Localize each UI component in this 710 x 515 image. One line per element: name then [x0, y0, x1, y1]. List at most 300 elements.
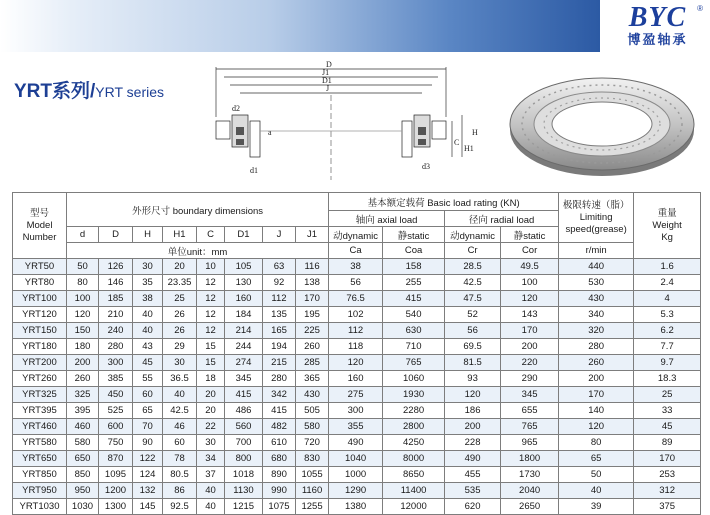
table-cell: 800 — [225, 451, 263, 467]
specification-table — [12, 192, 701, 515]
table-cell: 112 — [263, 291, 296, 307]
cross-section-diagram — [196, 55, 496, 185]
table-cell: 33 — [634, 403, 701, 419]
table-cell: 7.7 — [634, 339, 701, 355]
table-cell: 700 — [225, 435, 263, 451]
model-cell: YRT950 — [13, 483, 67, 499]
table-cell: 80 — [67, 275, 99, 291]
table-row — [13, 323, 701, 339]
table-row — [13, 355, 701, 371]
header-dynamic-axial: 动dynamic — [329, 227, 383, 243]
table-cell: 30 — [197, 435, 225, 451]
table-cell: 132 — [133, 483, 163, 499]
label-d1: d1 — [250, 166, 258, 175]
table-cell: 290 — [501, 371, 559, 387]
table-cell: 12 — [197, 323, 225, 339]
table-cell: 42.5 — [445, 275, 501, 291]
table-cell: 69.5 — [445, 339, 501, 355]
table-cell: 890 — [263, 467, 296, 483]
table-cell: 1060 — [383, 371, 445, 387]
table-cell: 6.2 — [634, 323, 701, 339]
table-cell: 42.5 — [163, 403, 197, 419]
table-cell: 76.5 — [329, 291, 383, 307]
header-banner — [0, 0, 600, 52]
table-cell: 200 — [67, 355, 99, 371]
table-cell: 40 — [133, 307, 163, 323]
table-cell: 49.5 — [501, 259, 559, 275]
table-cell: 145 — [133, 499, 163, 515]
table-row — [13, 483, 701, 499]
table-cell: 1000 — [329, 467, 383, 483]
table-cell: 765 — [501, 419, 559, 435]
table-cell: 29 — [163, 339, 197, 355]
table-cell: 23.35 — [163, 275, 197, 291]
table-cell: 450 — [99, 387, 133, 403]
table-cell: 18 — [197, 371, 225, 387]
header-axial: 轴向 axial load — [329, 211, 445, 227]
table-cell: 38 — [133, 291, 163, 307]
label-D1: D1 — [322, 76, 332, 85]
table-cell: 2040 — [501, 483, 559, 499]
table-cell: 170 — [559, 387, 634, 403]
table-cell: 130 — [225, 275, 263, 291]
table-row — [13, 371, 701, 387]
series-title-main: YRT系列/ — [14, 81, 96, 102]
table-cell: 120 — [67, 307, 99, 323]
table-cell: 482 — [263, 419, 296, 435]
model-cell: YRT120 — [13, 307, 67, 323]
table-cell: 325 — [67, 387, 99, 403]
header-radial: 径向 radial load — [445, 211, 559, 227]
header-static-axial: 静static — [383, 227, 445, 243]
label-H: H — [472, 128, 478, 137]
table-cell: 120 — [329, 355, 383, 371]
table-cell: 990 — [263, 483, 296, 499]
table-cell: 158 — [383, 259, 445, 275]
table-row — [13, 387, 701, 403]
table-cell: 9.7 — [634, 355, 701, 371]
table-cell: 165 — [263, 323, 296, 339]
table-cell: 2650 — [501, 499, 559, 515]
table-cell: 146 — [99, 275, 133, 291]
table-cell: 185 — [99, 291, 133, 307]
table-cell: 870 — [99, 451, 133, 467]
table-row — [13, 435, 701, 451]
table-cell: 36.5 — [163, 371, 197, 387]
table-cell: 312 — [634, 483, 701, 499]
table-cell: 160 — [329, 371, 383, 387]
table-cell: 4 — [634, 291, 701, 307]
table-cell: 194 — [263, 339, 296, 355]
header-dim-J1: J1 — [296, 227, 329, 243]
table-cell: 1730 — [501, 467, 559, 483]
table-cell: 342 — [263, 387, 296, 403]
table-cell: 540 — [383, 307, 445, 323]
table-cell: 220 — [501, 355, 559, 371]
table-cell: 160 — [225, 291, 263, 307]
table-cell: 1095 — [99, 467, 133, 483]
table-cell: 12 — [197, 307, 225, 323]
table-cell: 750 — [99, 435, 133, 451]
brand-name: 博盈轴承 — [627, 32, 688, 47]
table-cell: 143 — [501, 307, 559, 323]
table-cell: 35 — [133, 275, 163, 291]
table-cell: 25 — [634, 387, 701, 403]
brand-mark: BYC — [628, 2, 687, 33]
table-cell: 1290 — [329, 483, 383, 499]
header-weight-en2: Kg — [661, 231, 673, 243]
table-cell: 300 — [329, 403, 383, 419]
table-cell: 78 — [163, 451, 197, 467]
table-cell: 260 — [559, 355, 634, 371]
model-cell: YRT100 — [13, 291, 67, 307]
table-cell: 112 — [329, 323, 383, 339]
table-cell: 46 — [163, 419, 197, 435]
table-cell: 20 — [163, 259, 197, 275]
table-cell: 1215 — [225, 499, 263, 515]
table-row — [13, 307, 701, 323]
table-cell: 274 — [225, 355, 263, 371]
table-cell: 200 — [559, 371, 634, 387]
header-weight-cn: 重量 — [657, 207, 677, 219]
table-cell: 525 — [99, 403, 133, 419]
table-cell: 20 — [197, 387, 225, 403]
model-cell: YRT150 — [13, 323, 67, 339]
table-cell: 55 — [133, 371, 163, 387]
table-row — [13, 419, 701, 435]
table-cell: 150 — [67, 323, 99, 339]
table-cell: 455 — [445, 467, 501, 483]
table-cell: 8650 — [383, 467, 445, 483]
table-cell: 70 — [133, 419, 163, 435]
table-cell: 1075 — [263, 499, 296, 515]
table-cell: 965 — [501, 435, 559, 451]
table-cell: 138 — [296, 275, 329, 291]
table-cell: 170 — [634, 451, 701, 467]
table-cell: 170 — [296, 291, 329, 307]
table-cell: 530 — [559, 275, 634, 291]
table-cell: 228 — [445, 435, 501, 451]
table-cell: 50 — [67, 259, 99, 275]
table-cell: 56 — [445, 323, 501, 339]
table-cell: 40 — [163, 387, 197, 403]
table-cell: 122 — [133, 451, 163, 467]
table-cell: 214 — [225, 323, 263, 339]
label-H1: H1 — [464, 144, 474, 153]
table-cell: 2800 — [383, 419, 445, 435]
table-cell: 89 — [634, 435, 701, 451]
table-cell: 1380 — [329, 499, 383, 515]
table-cell: 116 — [296, 259, 329, 275]
specification-rows — [13, 259, 701, 515]
table-cell: 40 — [559, 483, 634, 499]
table-row — [13, 467, 701, 483]
table-cell: 765 — [383, 355, 445, 371]
header-dim-D: D — [99, 227, 133, 243]
table-cell: 30 — [133, 259, 163, 275]
table-cell: 1300 — [99, 499, 133, 515]
table-cell: 710 — [383, 339, 445, 355]
model-cell: YRT650 — [13, 451, 67, 467]
table-row — [13, 403, 701, 419]
model-cell: YRT460 — [13, 419, 67, 435]
table-cell: 1130 — [225, 483, 263, 499]
table-row — [13, 451, 701, 467]
table-cell: 26 — [163, 323, 197, 339]
table-cell: 255 — [383, 275, 445, 291]
table-cell: 280 — [559, 339, 634, 355]
label-d2: d2 — [232, 104, 240, 113]
table-cell: 415 — [263, 403, 296, 419]
table-cell: 90 — [133, 435, 163, 451]
label-D: D — [326, 60, 332, 69]
table-cell: 47.5 — [445, 291, 501, 307]
series-title — [14, 76, 164, 103]
table-cell: 345 — [225, 371, 263, 387]
table-cell: 10 — [197, 259, 225, 275]
header-dim-D1: D1 — [225, 227, 263, 243]
header-dim-C: C — [197, 227, 225, 243]
model-cell: YRT50 — [13, 259, 67, 275]
table-cell: 260 — [296, 339, 329, 355]
label-a: a — [268, 128, 272, 137]
table-cell: 560 — [225, 419, 263, 435]
header-dimensions: 外形尺寸 boundary dimensions — [67, 193, 329, 227]
table-cell: 126 — [99, 259, 133, 275]
table-cell: 12000 — [383, 499, 445, 515]
table-cell: 620 — [445, 499, 501, 515]
registered-mark: ® — [697, 4, 703, 13]
header-model-en: Model — [26, 219, 53, 231]
table-cell: 22 — [197, 419, 225, 435]
table-cell: 600 — [99, 419, 133, 435]
table-cell: 300 — [99, 355, 133, 371]
table-cell: 1055 — [296, 467, 329, 483]
table-cell: 40 — [197, 499, 225, 515]
table-cell: 100 — [67, 291, 99, 307]
table-cell: 490 — [445, 451, 501, 467]
table-row — [13, 275, 701, 291]
table-cell: 280 — [99, 339, 133, 355]
table-cell: 12 — [197, 291, 225, 307]
table-cell: 225 — [296, 323, 329, 339]
table-cell: 415 — [383, 291, 445, 307]
table-cell: 365 — [296, 371, 329, 387]
model-cell: YRT200 — [13, 355, 67, 371]
table-cell: 1200 — [99, 483, 133, 499]
table-cell: 430 — [296, 387, 329, 403]
table-cell: 180 — [67, 339, 99, 355]
table-cell: 20 — [197, 403, 225, 419]
table-cell: 950 — [67, 483, 99, 499]
header-speed-en: Limiting — [579, 211, 613, 223]
table-cell: 655 — [501, 403, 559, 419]
model-cell: YRT850 — [13, 467, 67, 483]
header-speed-unit: r/min — [559, 243, 634, 259]
table-cell: 210 — [99, 307, 133, 323]
label-C: C — [454, 138, 460, 147]
table-cell: 1030 — [67, 499, 99, 515]
table-cell: 830 — [296, 451, 329, 467]
table-cell: 280 — [263, 371, 296, 387]
table-cell: 93 — [445, 371, 501, 387]
table-cell: 100 — [501, 275, 559, 291]
table-cell: 56 — [329, 275, 383, 291]
series-title-sub: YRT series — [95, 84, 165, 100]
table-cell: 184 — [225, 307, 263, 323]
table-cell: 120 — [445, 387, 501, 403]
table-cell: 186 — [445, 403, 501, 419]
table-cell: 8000 — [383, 451, 445, 467]
header-dim-H1: H1 — [163, 227, 197, 243]
header-speed-en2: speed(grease) — [565, 223, 627, 235]
table-cell: 720 — [296, 435, 329, 451]
table-row — [13, 499, 701, 515]
table-cell: 385 — [99, 371, 133, 387]
header-model — [13, 193, 67, 259]
table-cell: 850 — [67, 467, 99, 483]
table-cell: 52 — [445, 307, 501, 323]
model-cell: YRT1030 — [13, 499, 67, 515]
table-cell: 92 — [263, 275, 296, 291]
table-cell: 1255 — [296, 499, 329, 515]
header-Cor: Cor — [501, 243, 559, 259]
table-cell: 244 — [225, 339, 263, 355]
table-cell: 45 — [133, 355, 163, 371]
table-row — [13, 291, 701, 307]
table-cell: 140 — [559, 403, 634, 419]
header-static-radial: 静static — [501, 227, 559, 243]
brand-logo — [610, 4, 705, 50]
table-cell: 1160 — [296, 483, 329, 499]
table-cell: 86 — [163, 483, 197, 499]
table-cell: 1.6 — [634, 259, 701, 275]
header-Ca: Ca — [329, 243, 383, 259]
table-cell: 1930 — [383, 387, 445, 403]
table-cell: 285 — [296, 355, 329, 371]
model-cell: YRT180 — [13, 339, 67, 355]
table-cell: 490 — [329, 435, 383, 451]
header-weight — [634, 193, 701, 259]
table-cell: 195 — [296, 307, 329, 323]
table-cell: 170 — [501, 323, 559, 339]
header-dim-unit: 单位unit：mm — [67, 243, 329, 259]
table-cell: 505 — [296, 403, 329, 419]
table-cell: 580 — [67, 435, 99, 451]
header-Coa: Coa — [383, 243, 445, 259]
table-cell: 39 — [559, 499, 634, 515]
header-Cr: Cr — [445, 243, 501, 259]
table-cell: 375 — [634, 499, 701, 515]
header-dynamic-radial: 动dynamic — [445, 227, 501, 243]
table-cell: 30 — [163, 355, 197, 371]
table-cell: 320 — [559, 323, 634, 339]
table-cell: 200 — [445, 419, 501, 435]
table-cell: 1040 — [329, 451, 383, 467]
label-J1: J1 — [322, 68, 330, 77]
table-cell: 650 — [67, 451, 99, 467]
table-cell: 43 — [133, 339, 163, 355]
table-cell: 105 — [225, 259, 263, 275]
table-cell: 395 — [67, 403, 99, 419]
table-cell: 18.3 — [634, 371, 701, 387]
table-cell: 260 — [67, 371, 99, 387]
table-cell: 240 — [99, 323, 133, 339]
table-cell: 120 — [501, 291, 559, 307]
table-cell: 45 — [634, 419, 701, 435]
table-cell: 2280 — [383, 403, 445, 419]
table-cell: 60 — [133, 387, 163, 403]
table-cell: 28.5 — [445, 259, 501, 275]
table-cell: 15 — [197, 355, 225, 371]
table-cell: 135 — [263, 307, 296, 323]
table-cell: 630 — [383, 323, 445, 339]
table-cell: 415 — [225, 387, 263, 403]
table-cell: 345 — [501, 387, 559, 403]
header-speed — [559, 193, 634, 243]
table-cell: 610 — [263, 435, 296, 451]
table-cell: 50 — [559, 467, 634, 483]
table-cell: 124 — [133, 467, 163, 483]
header-model-en2: Number — [22, 231, 57, 243]
table-cell: 580 — [296, 419, 329, 435]
table-cell: 275 — [329, 387, 383, 403]
table-cell: 1018 — [225, 467, 263, 483]
header-speed-cn: 极限转速（脂） — [562, 199, 630, 211]
table-cell: 215 — [263, 355, 296, 371]
table-cell: 60 — [163, 435, 197, 451]
table-cell: 340 — [559, 307, 634, 323]
table-cell: 253 — [634, 467, 701, 483]
table-cell: 200 — [501, 339, 559, 355]
table-cell: 680 — [263, 451, 296, 467]
table-cell: 80 — [559, 435, 634, 451]
table-cell: 25 — [163, 291, 197, 307]
bearing-photo — [505, 68, 700, 180]
header-weight-en: Weight — [652, 219, 682, 231]
model-cell: YRT260 — [13, 371, 67, 387]
header-dim-H: H — [133, 227, 163, 243]
header-basic-load: 基本额定载荷 Basic load rating (KN) — [329, 193, 559, 211]
table-cell: 34 — [197, 451, 225, 467]
table-cell: 40 — [197, 483, 225, 499]
table-cell: 26 — [163, 307, 197, 323]
table-cell: 355 — [329, 419, 383, 435]
table-cell: 92.5 — [163, 499, 197, 515]
table-cell: 40 — [133, 323, 163, 339]
table-cell: 37 — [197, 467, 225, 483]
model-cell: YRT325 — [13, 387, 67, 403]
table-cell: 2.4 — [634, 275, 701, 291]
table-cell: 102 — [329, 307, 383, 323]
table-cell: 120 — [559, 419, 634, 435]
table-cell: 430 — [559, 291, 634, 307]
table-cell: 5.3 — [634, 307, 701, 323]
table-cell: 440 — [559, 259, 634, 275]
table-cell: 11400 — [383, 483, 445, 499]
header-model-cn: 型号 — [29, 207, 49, 219]
table-cell: 118 — [329, 339, 383, 355]
table-cell: 81.5 — [445, 355, 501, 371]
model-cell: YRT80 — [13, 275, 67, 291]
table-cell: 535 — [445, 483, 501, 499]
model-cell: YRT580 — [13, 435, 67, 451]
label-d3: d3 — [422, 162, 430, 171]
table-row — [13, 259, 701, 275]
table-cell: 12 — [197, 275, 225, 291]
table-cell: 4250 — [383, 435, 445, 451]
table-cell: 1800 — [501, 451, 559, 467]
